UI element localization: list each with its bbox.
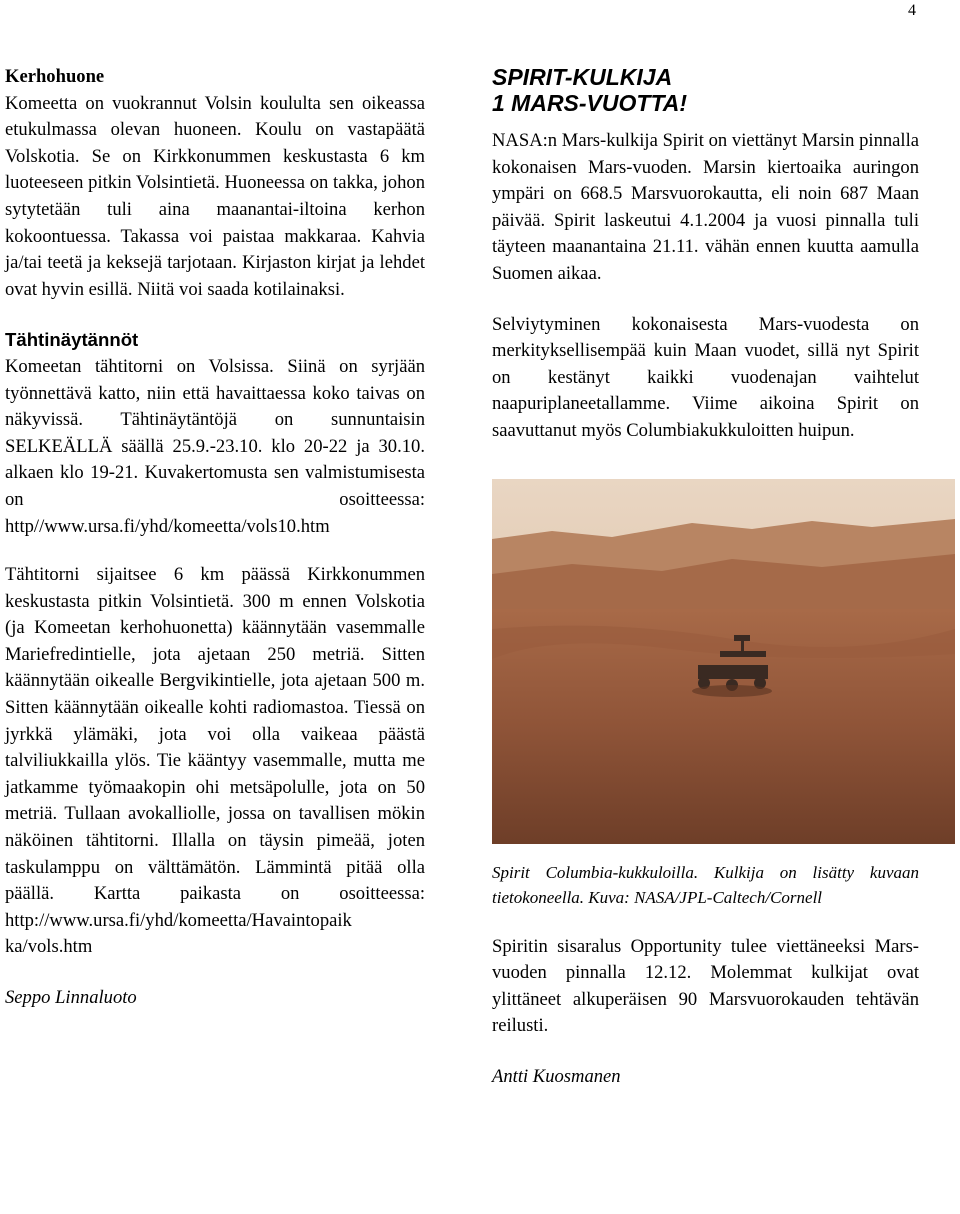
directions-body: Tähtitorni sijaitsee 6 km päässä Kirkkonummen keskustasta pitkin Volsintietä. 300 m ennen Volskotia (ja Komeetan kerhohuonetta) käännytään vasemmalle Mariefredintielle, jota ajetaan 250 metriä. Sitten käännytään oikealle Bergvikintielle, jota ajetaan 500 m. Sitten käännytään oikealle kohti radiomastoa. Tiessä on jyrkkä ylämäki, jota voi olla vaikeaa päästä talviliukkailla ylös. Tie kääntyy vasemmalle, mutta me jatkamme työmaakopin ohi metsäpolulle, jota on 50 metriä. Tullaan avokalliolle, jossa on tavallisen mökin näköinen tähtitorni. Illalla on täysin pimeää, joten taskulamppu on välttämätön. Lämmintä pitää olla päällä. Kartta paikasta on osoitteessa: http://www.ursa.fi/yhd/komeetta/Havaintopaik ka/vols.htm <box>5 564 425 958</box>
spirit-para1: NASA:n Mars-kulkija Spirit on viettänyt Marsin pinnalla kokonaisen Mars-vuoden. Marsin kiertoaika auringon ympäri on 668.5 Marsvuorokautta, eli noin 687 Maan päivää. Spirit laskeutui 4.1.2004 ja vuosi pinnalla tuli täyteen maanantaina 21.11. vähän ennen kuutta aamulla Suomen aikaa. <box>492 130 919 284</box>
right-author: Antti Kuosmanen <box>492 1065 621 1087</box>
page-number: 4 <box>908 2 916 19</box>
kerhohuone-heading: Kerhohuone <box>5 66 105 87</box>
kerhohuone-body: Komeetta on vuokrannut Volsin koululta sen oikeassa etukulmassa olevan huoneen. Koulu on vastapäätä Volskotia. Se on Kirkkonummen keskustasta 6 km luoteeseen pitkin Volsintietä. Huoneessa on takka, johon sytytetään tuli aina maanantai-iltoina kerhon kokoontuessa. Takassa voi paistaa makkaraa. Kahvia ja/tai teetä ja keksejä tarjotaan. Kirjaston kirjat ja lehdet ovat hyvin esillä. Niitä voi saada kotilainaksi. <box>5 92 425 300</box>
left-author: Seppo Linnaluoto <box>5 987 137 1008</box>
tahtinaytannot-body: Komeetan tähtitorni on Volsissa. Siinä on syrjään työnnettävä katto, niin että havaittaessa koko taivas on näkyvissä. Tähtinäytäntöjä on sunnuntaisin SELKEÄLLÄ säällä 25.9.-23.10. klo 20-22 ja 30.10. alkaen klo 19-21. Kuvakertomusta sen valmistumisesta on osoitteessa: http//www.ursa.fi/yhd/komeetta/vols10.htm <box>5 355 425 537</box>
spirit-title-line1: SPIRIT-KULKIJA <box>492 64 673 90</box>
spirit-title-line2: 1 MARS-VUOTTA! <box>492 90 688 116</box>
mars-rover-photo <box>492 479 955 844</box>
left-column <box>5 64 425 1012</box>
photo-caption: Spirit Columbia-kukkuloilla. Kulkija on lisätty kuvaan tietokoneella. Kuva: NASA/JPL-Caltech/Cornell <box>492 862 919 907</box>
spirit-para2: Selviytyminen kokonaisesta Mars-vuodesta on merkityksellisempää kuin Maan vuodet, sillä nyt Spirit on kestänyt kaikki vuodenajan vaihtelut naapuriplaneetallamme. Viime aikoina Spirit on saavuttanut myös Columbiakukkuloitten huipun. <box>492 313 919 441</box>
tahtinaytannot-heading: Tähtinäytännöt <box>5 329 139 351</box>
right-column <box>492 64 919 1091</box>
spirit-para3: Spiritin sisaralus Opportunity tulee viettäneeksi Mars-vuoden pinnalla 12.12. Molemmat kulkijat ovat ylittäneet alkuperäisen 90 Marsvuorokauden tehtävän reilusti. <box>492 935 919 1037</box>
